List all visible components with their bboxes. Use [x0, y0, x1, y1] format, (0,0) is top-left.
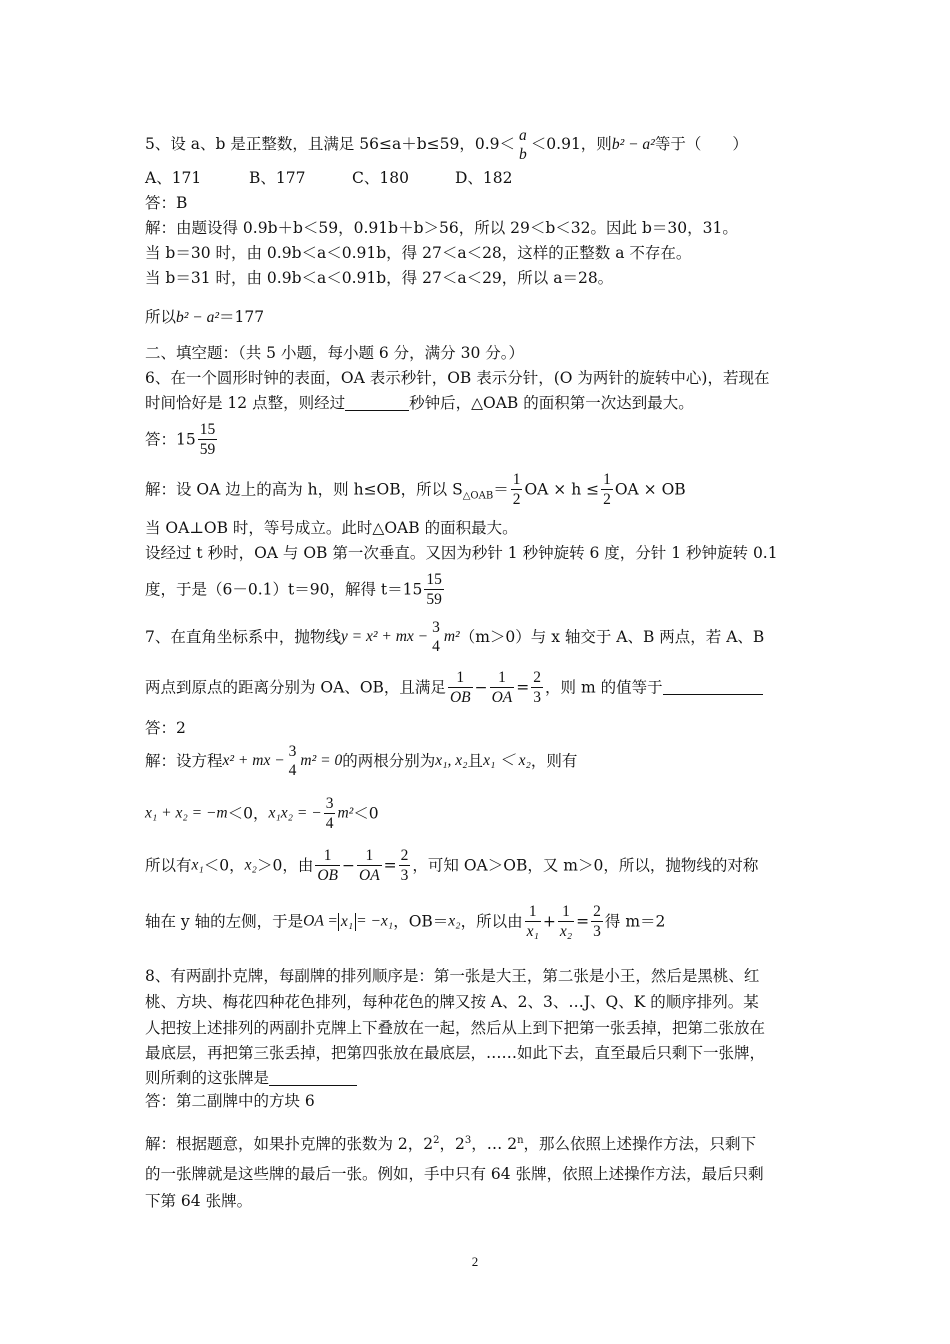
- q5-options: [145, 168, 513, 188]
- q5-fraction: a b: [519, 127, 527, 163]
- half-fraction: $\frac{1}{2}$: [603, 471, 611, 508]
- q5-option-d: D、182: [455, 169, 513, 187]
- q7-blank: [663, 680, 763, 695]
- q7-stem-line: 两点到原点的距离分别为 OA、OB，且满足 $\frac{1}{OB}$ − $\frac{1}{OA}$ = $\frac{2}{3}$ ，则 m 的值等于: [145, 668, 763, 707]
- q8-stem-line: 8、有两副扑克牌，每副牌的排列顺序是：第一张是大王，第二张是小王，然后是黑桃、红: [145, 967, 760, 985]
- q8-stem-line: 桃、方块、梅花四种花色排列，每种花色的牌又按 A、2、3、…J、Q、K 的顺序排列。某: [145, 993, 759, 1011]
- q8-blank: [269, 1071, 357, 1086]
- q8-stem-line: 最底层，再把第三张丢掉，把第四张放在最底层，……如此下去，直至最后只剩下一张牌，: [145, 1044, 766, 1062]
- q5-answer: 答：B: [145, 194, 188, 212]
- absolute-value: x₁: [338, 913, 356, 931]
- q5-expression: b² − a²: [611, 136, 655, 153]
- q8-solution-line: 的一张牌就是这些牌的最后一张。例如，手中只有 64 张牌，依照上述操作方法，最后只剩: [145, 1165, 764, 1183]
- t-fraction: $\frac{15}{59}$: [426, 571, 442, 608]
- q6-solution-line: 当 OA⊥OB 时，等号成立。此时△OAB 的面积最大。: [145, 519, 518, 537]
- q5-conclusion: 所以b² − a²＝177: [145, 308, 265, 326]
- q6-solution-line: 解：设 OA 边上的高为 h，则 h≤OB，所以 $S_{\triangle OAB}=$ $\frac{1}{2}$ OA × h ≤ $\frac{1}{2}$ OA × OB: [145, 471, 686, 508]
- q7-solution-line: 解：设方程x² + mx − 3 4 m² = 0的两根分别为x₁, x₂且x₁ ＜ x₂，则有: [145, 743, 578, 779]
- page-number: 2: [471, 1254, 479, 1269]
- q6-answer-fraction: $\frac{15}{59}$: [199, 421, 216, 458]
- q5-solution-line: 当 b＝30 时，由 0.9b＜a＜0.91b，得 27＜a＜28，这样的正整数 a 不存在。: [145, 244, 692, 262]
- q5-solution-line: 解：由题设得 0.9b＋b＜59，0.91b＋b＞56，所以 29＜b＜32。因此 b＝30，31。: [145, 219, 738, 237]
- q5-stem-text: ＜0.91，则: [530, 135, 612, 153]
- q5-option-a: A、171: [145, 169, 202, 187]
- q8-stem-line: 则所剩的这张牌是: [145, 1068, 357, 1088]
- q6-solution-line: 度，于是（6－0.1）t＝90，解得 t＝15 $\frac{15}{59}$: [145, 571, 442, 608]
- q8-stem-line: 人把按上述排列的两副扑克牌上下叠放在一起，然后从上到下把第一张丢掉，把第二张放在: [145, 1019, 766, 1037]
- q8-answer: 答：第二副牌中的方块 6: [145, 1092, 315, 1110]
- q5-stem-text: 等于（ ）: [654, 135, 748, 153]
- q7-answer: 答：2: [145, 719, 186, 737]
- q8-solution-line: 下第 64 张牌。: [145, 1192, 253, 1210]
- q7-stem-line: 7、在直角坐标系中，抛物线y = x² + mx − 3 4 m²（m＞0）与 x 轴交于 A、B 两点，若 A、B: [145, 619, 765, 655]
- q8-solution-line: 解：根据题意，如果扑克牌的张数为 2，$2^2$，$2^3$，… 2$^n$，那么依照上述操作方法，只剩下: [145, 1135, 757, 1153]
- q7-solution-line: 轴在 y 轴的左侧，于是OA = x₁ = −x₁，OB＝x₂，所以由 $\frac{1}{\text{x₁}}$ + $\frac{1}{\text{x₂}}$ = $\frac{2}{3}$ 得 m＝2: [145, 903, 666, 940]
- q7-solution-line: 所以有x₁＜0，x₂＞0，由 $\frac{1}{OB}$ − $\frac{1}{OA}$ = $\frac{2}{3}$ ，可知 OA＞OB，又 m＞0，所以，抛物线的对称: [145, 847, 759, 884]
- section-heading: 二、填空题：（共 5 小题，每小题 6 分，满分 30 分。）: [145, 344, 525, 362]
- q6-answer: 答：15 $\frac{15}{59}$: [145, 421, 216, 458]
- q5-solution-line: 当 b＝31 时，由 0.9b＜a＜0.91b，得 27＜a＜29，所以 a＝28。: [145, 269, 614, 287]
- q7-solution-line: x₁ + x₂ = −m＜0，x₁x₂ = − $\frac{3}{4}$ m²＜0: [145, 795, 379, 832]
- q6-stem-line: 时间恰好是 12 点整，则经过 秒钟后，△OAB 的面积第一次达到最大。: [145, 394, 694, 412]
- q5-stem: [145, 126, 748, 164]
- q6-stem-line: 6、在一个圆形时钟的表面，OA 表示秒针，OB 表示分针，(O 为两针的旋转中心)，若现在: [145, 369, 770, 387]
- q5-option-c: C、180: [352, 169, 409, 187]
- q5-stem-text: 5、设 a、b 是正整数，且满足 56≤a＋b≤59，0.9＜: [145, 135, 516, 153]
- q6-blank: [345, 396, 409, 411]
- q5-option-b: B、177: [249, 169, 306, 187]
- q6-solution-line: 设经过 t 秒时，OA 与 OB 第一次垂直。又因为秒针 1 秒钟旋转 6 度，分针 1 秒钟旋转 0.1: [145, 544, 778, 562]
- half-fraction: $\frac{1}{2}$: [512, 471, 521, 508]
